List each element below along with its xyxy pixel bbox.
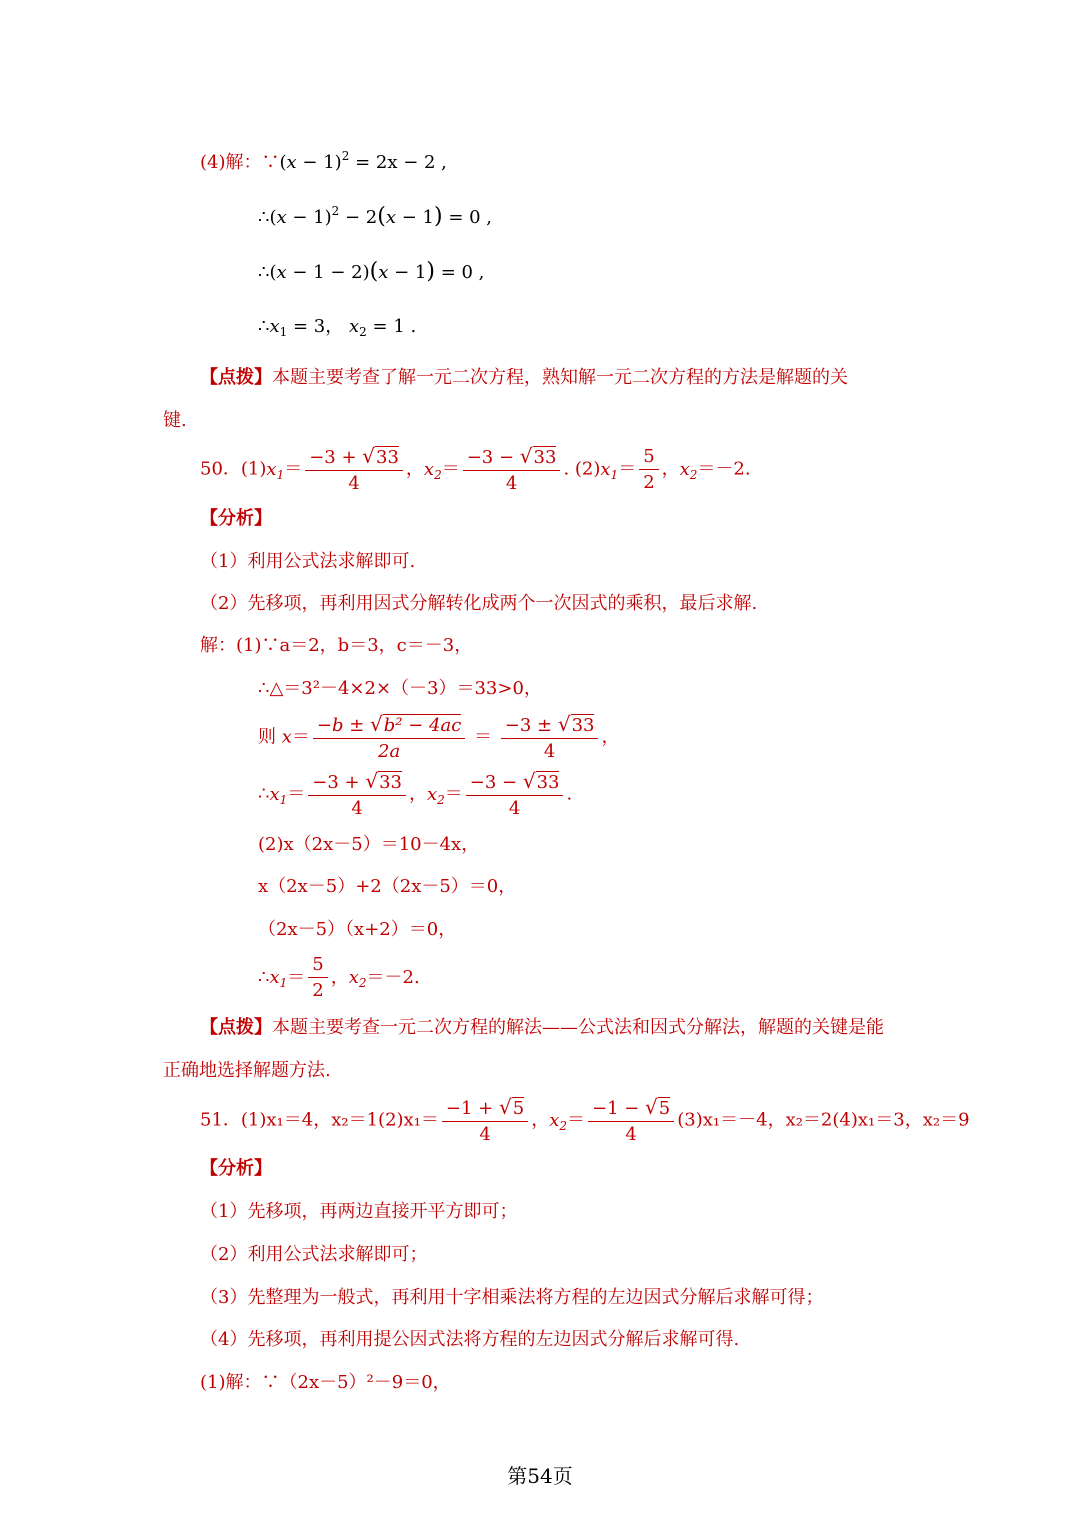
q50-delta: ∴△＝3²－4×2×（－3）＝33>0， — [258, 678, 542, 699]
fraction: $\frac{\text{−b ± √b² − 4ac}}{2a}$ — [313, 714, 465, 761]
q49-step1: ∴(x − 1)$^2$ − 2(x − 1) = 0 , — [258, 204, 493, 229]
q50-analysis-1: （1）利用公式法求解即可. — [200, 551, 416, 572]
q50-p2-c: （2x－5）（x+2）＝0， — [258, 919, 457, 940]
fraction: $\frac{-3 + √33}{4}$ — [305, 446, 403, 493]
q50-p2-b: x（2x－5）+2（2x－5）＝0， — [258, 876, 517, 897]
dianbo-1: 【点拨】本题主要考查了解一元二次方程，熟知解一元二次方程的方法是解题的关 — [200, 367, 848, 388]
therefore-symbol: ∴ — [258, 207, 270, 228]
dianbo-1-cont: 键. — [163, 410, 187, 431]
fraction: $\frac{5}{2}$ — [639, 448, 658, 492]
fraction: $\frac{-3 \pm √33}{4}$ — [501, 714, 599, 761]
page-number: 第54页 — [507, 1464, 573, 1488]
q50-analysis-label: 【分析】 — [200, 508, 272, 529]
q50-roots: $\therefore x_1=$ $\frac{-3 + √33}{4}$ ，$x_2=$ $\frac{-3 - √33}{4}$ . — [258, 769, 573, 819]
because-symbol: ∵ — [261, 152, 280, 173]
q49-step2: ∴(x − 1 − 2)(x − 1) = 0 , — [258, 259, 485, 284]
q51-analysis-1: （1）先移项，再两边直接开平方即可； — [200, 1201, 518, 1222]
q51-analysis-3: （3）先整理为一般式，再利用十字相乘法将方程的左边因式分解后求解可得； — [200, 1287, 824, 1308]
q50-p2-roots: $\therefore x_1=$ $\frac{5}{2}$ ，$x_2=-2$. — [258, 954, 420, 1001]
part-label: (4)解： — [200, 152, 262, 173]
question-number: 51． — [200, 1109, 241, 1131]
fraction: $\frac{-3 + √33}{4}$ — [308, 771, 406, 818]
dianbo-2: 【点拨】本题主要考查一元二次方程的解法——公式法和因式分解法，解题的关键是能 — [200, 1017, 884, 1038]
q50-p2-a: (2)x（2x－5）＝10－4x， — [258, 834, 480, 855]
dianbo-2-cont: 正确地选择解题方法. — [163, 1060, 331, 1081]
fraction: $\frac{-3 - √33}{4}$ — [463, 446, 561, 493]
q50-solution-1: 解：(1)∵a＝2，b＝3，c＝－3， — [200, 635, 473, 656]
q49-result: $\therefore x_1 = 3$， $x_2 = 1$ . — [258, 316, 417, 339]
q50-analysis-2: （2）先移项，再利用因式分解转化成两个一次因式的乘积，最后求解. — [200, 593, 758, 614]
q51-analysis-label: 【分析】 — [200, 1158, 272, 1179]
q50-answer-line: 50．$(1)x_1=$ $\frac{-3 + √33}{4}$ ，$x_2=$ $\frac{-3 - √33}{4}$ . $(2)x_1=$ $\frac{5}{2}$ ，$x_2=-2$. — [200, 444, 751, 494]
fraction: $\frac{-1 + √5}{4}$ — [442, 1097, 528, 1144]
fraction: $\frac{-3 - √33}{4}$ — [466, 771, 564, 818]
dianbo-label: 【点拨】 — [200, 1017, 272, 1038]
q50-formula: 则 x＝ $\frac{\text{−b ± √b² − 4ac}}{2a}$ ＝ $\frac{-3 \pm √33}{4}$ ， — [258, 712, 620, 762]
q51-analysis-2: （2）利用公式法求解即可； — [200, 1244, 428, 1265]
q51-analysis-4: （4）先移项，再利用提公因式法将方程的左边因式分解后求解可得. — [200, 1329, 740, 1350]
q49-part4-step0: (4)解：∵(x − 1)$^2$ = 2x − 2 , — [200, 149, 447, 173]
q51-answer-line: 51．(1)x₁＝4，x₂＝1(2)x₁＝ $\frac{-1 + √5}{4}$ ，$x_2=$ $\frac{-1 - √5}{4}$ (3)x₁＝－4，x₂＝2(4)x₁＝3，x₂＝9 — [200, 1095, 970, 1145]
dianbo-label: 【点拨】 — [200, 367, 272, 388]
fraction: $\frac{5}{2}$ — [308, 956, 327, 1000]
question-number: 50． — [200, 458, 241, 480]
q51-solution-1: (1)解：∵（2x－5）²－9＝0， — [200, 1372, 451, 1393]
fraction: $\frac{-1 - √5}{4}$ — [588, 1097, 674, 1144]
